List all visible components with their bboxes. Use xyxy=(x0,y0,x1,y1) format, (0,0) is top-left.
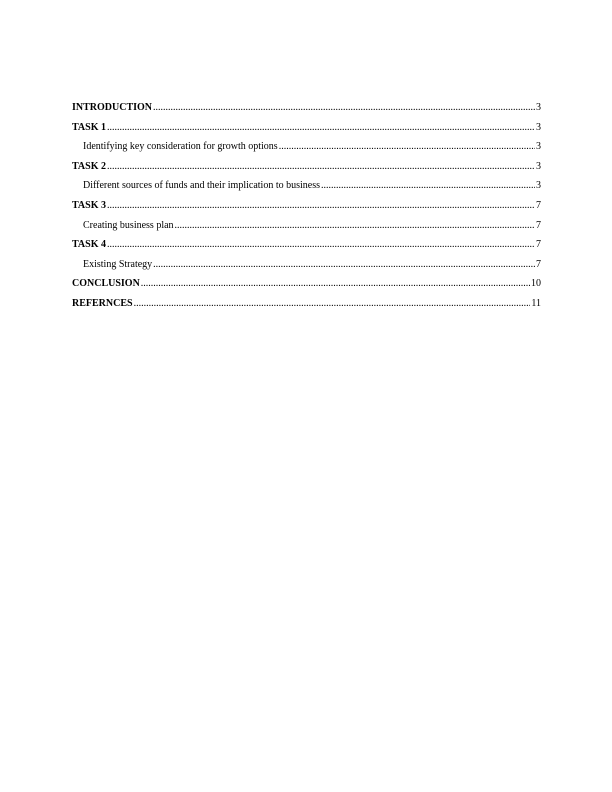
toc-entry-page-number: 3 xyxy=(536,121,541,133)
toc-dot-leader xyxy=(107,196,535,216)
toc-entry-title: REFERNCES xyxy=(72,297,133,309)
toc-entry-page-number: 7 xyxy=(536,219,541,231)
toc-entry-page-number: 11 xyxy=(531,297,541,309)
toc-entry-introduction[interactable] xyxy=(72,98,541,118)
toc-entry-page-number: 10 xyxy=(531,278,541,290)
toc-dot-leader xyxy=(107,157,535,177)
toc-entry-references[interactable] xyxy=(72,294,541,314)
toc-entry-title: Creating business plan xyxy=(83,219,174,231)
toc-entry-page-number: 3 xyxy=(536,160,541,172)
toc-entry-existing-strategy[interactable] xyxy=(72,255,541,275)
toc-dot-leader xyxy=(153,98,535,118)
toc-entry-title: TASK 4 xyxy=(72,239,106,251)
toc-entry-growth-options[interactable] xyxy=(72,137,541,157)
toc-entry-page-number: 7 xyxy=(536,239,541,251)
toc-dot-leader xyxy=(279,137,535,157)
toc-entry-title: TASK 1 xyxy=(72,121,106,133)
toc-entry-title: INTRODUCTION xyxy=(72,102,153,113)
toc-dot-leader xyxy=(107,235,535,255)
toc-entry-title: Different sources of funds and their implication to business xyxy=(83,180,320,192)
toc-dot-leader xyxy=(141,274,530,294)
toc-entry-business-plan[interactable] xyxy=(72,216,541,236)
toc-dot-leader xyxy=(175,216,535,236)
toc-entry-page-number: 3 xyxy=(536,141,541,153)
toc-dot-leader xyxy=(153,255,535,275)
toc-entry-task-3[interactable] xyxy=(72,196,541,216)
toc-dot-leader xyxy=(107,118,535,138)
toc-entry-page-number: 3 xyxy=(536,102,541,113)
toc-entry-title: CONCLUSION xyxy=(72,278,140,290)
toc-entry-conclusion[interactable] xyxy=(72,274,541,294)
toc-entry-title: Existing Strategy xyxy=(83,258,153,270)
toc-entry-title: TASK 2 xyxy=(72,160,106,172)
toc-entry-page-number: 7 xyxy=(536,258,541,270)
toc-dot-leader xyxy=(321,176,535,196)
toc-entry-task-4[interactable] xyxy=(72,235,541,255)
toc-dot-leader xyxy=(134,294,531,314)
toc-entry-task-1[interactable] xyxy=(72,118,541,138)
toc-entry-title: TASK 3 xyxy=(72,199,106,211)
toc-entry-page-number: 3 xyxy=(536,180,541,192)
toc-entry-task-2[interactable] xyxy=(72,157,541,177)
toc-entry-page-number: 7 xyxy=(536,199,541,211)
table-of-contents xyxy=(72,98,541,314)
toc-entry-title: Identifying key consideration for growth options xyxy=(83,141,278,153)
toc-entry-sources-of-funds[interactable] xyxy=(72,176,541,196)
